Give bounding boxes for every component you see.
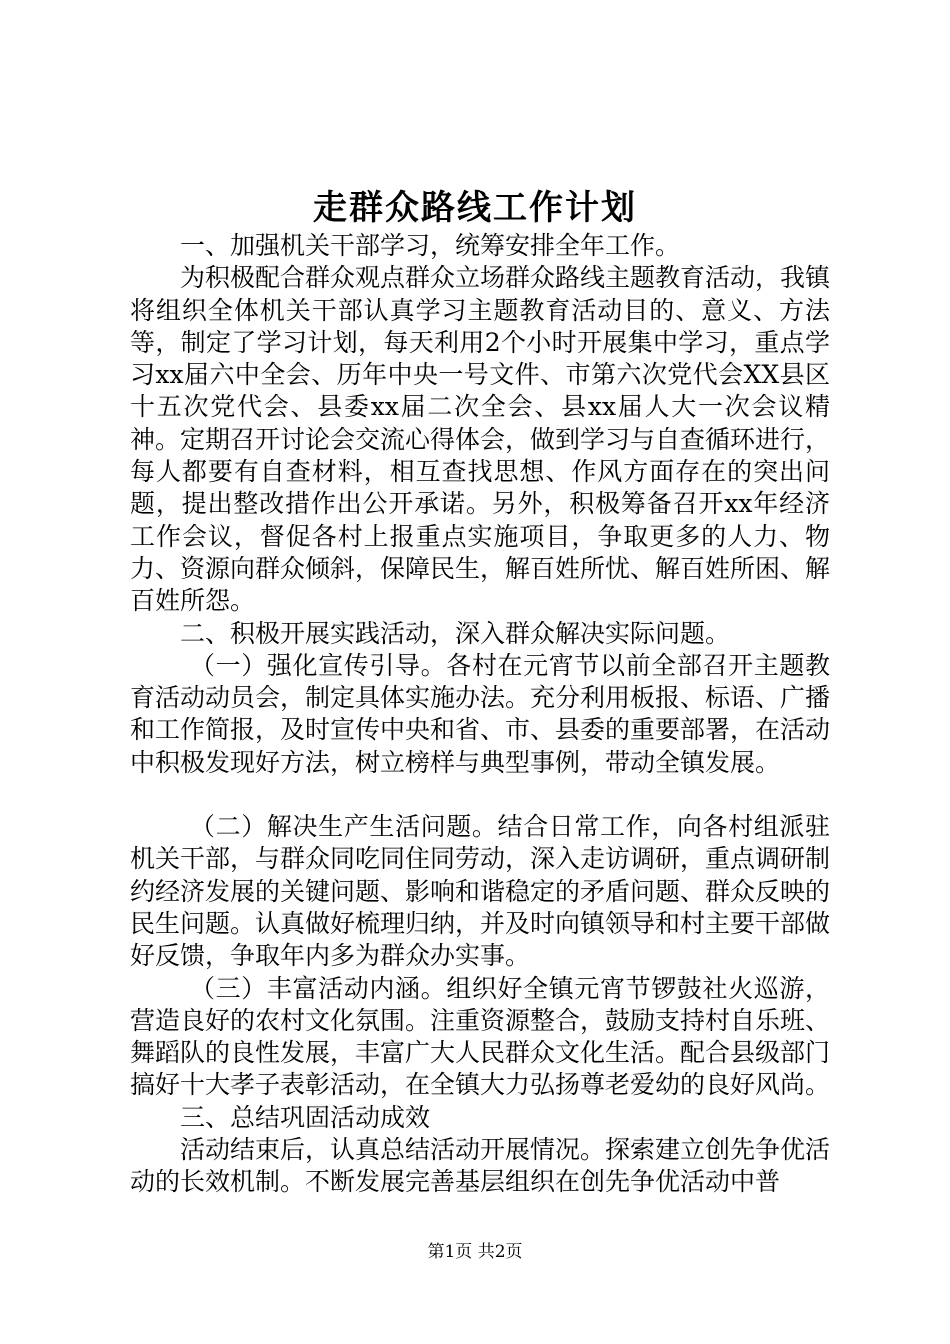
section-heading-2: 二、积极开展实践活动，深入群众解决实际问题。 — [180, 618, 731, 648]
body-paragraph-1: 为积极配合群众观点群众立场群众路线主题教育活动，我镇将组织全体机关干部认真学习主题教育活动目的、意义、方法等，制定了学习计划，每天利用2个小时开展集中学习，重点学习xx届六中全会、历年中央一号文件、市第六次党代会XX县区十五次党代会、县委xx届二次全会、县xx届人大一次会议精神。定期召开讨论会交流心得体会，做到学习与自查循环进行，每人都要有自查材料，相互查找思想、作风方面存在的突出问题，提出整改措作出公开承诺。另外，积极筹备召开xx年经济工作会议，督促各村上报重点实施项目，争取更多的人力、物力、资源向群众倾斜，保障民生，解百姓所忧、解百姓所困、解百姓所怨。 — [130, 263, 831, 616]
section-heading-1: 一、加强机关干部学习，统筹安排全年工作。 — [180, 231, 681, 260]
section-heading-3: 三、总结巩固活动成效 — [180, 1102, 431, 1132]
body-paragraph-2: 活动结束后，认真总结活动开展情况。探索建立创先争优活动的长效机制。不断发展完善基层组织在创先争优活动中普 — [130, 1135, 831, 1197]
subsection-paragraph-2: （二）解决生产生活问题。结合日常工作，向各村组派驻机关干部，与群众同吃同住同劳动，深入走访调研，重点调研制约经济发展的关键问题、影响和谐稳定的矛盾问题、群众反映的民生问题。认真做好梳理归纳，并及时向镇领导和村主要干部做好反馈，争取年内多为群众办实事。 — [130, 812, 831, 971]
document-body — [130, 230, 830, 1199]
subsection-paragraph-3: （三）丰富活动内涵。组织好全镇元宵节锣鼓社火巡游，营造良好的农村文化氛围。注重资源整合，鼓励支持村自乐班、舞蹈队的良性发展，丰富广大人民群众文化生活。配合县级部门搞好十大孝子表彰活动，在全镇大力弘扬尊老爱幼的良好风尚。 — [130, 973, 831, 1100]
document-title: 走群众路线工作计划 — [313, 188, 637, 228]
paragraph-spacer — [130, 779, 830, 811]
page-footer: 第1页 共2页 — [427, 1242, 523, 1262]
subsection-paragraph-1: （一）强化宣传引导。各村在元宵节以前全部召开主题教育活动动员会，制定具体实施办法。充分利用板报、标语、广播和工作简报，及时宣传中央和省、市、县委的重要部署，在活动中积极发现好方法，树立榜样与典型事例，带动全镇发展。 — [130, 650, 831, 777]
